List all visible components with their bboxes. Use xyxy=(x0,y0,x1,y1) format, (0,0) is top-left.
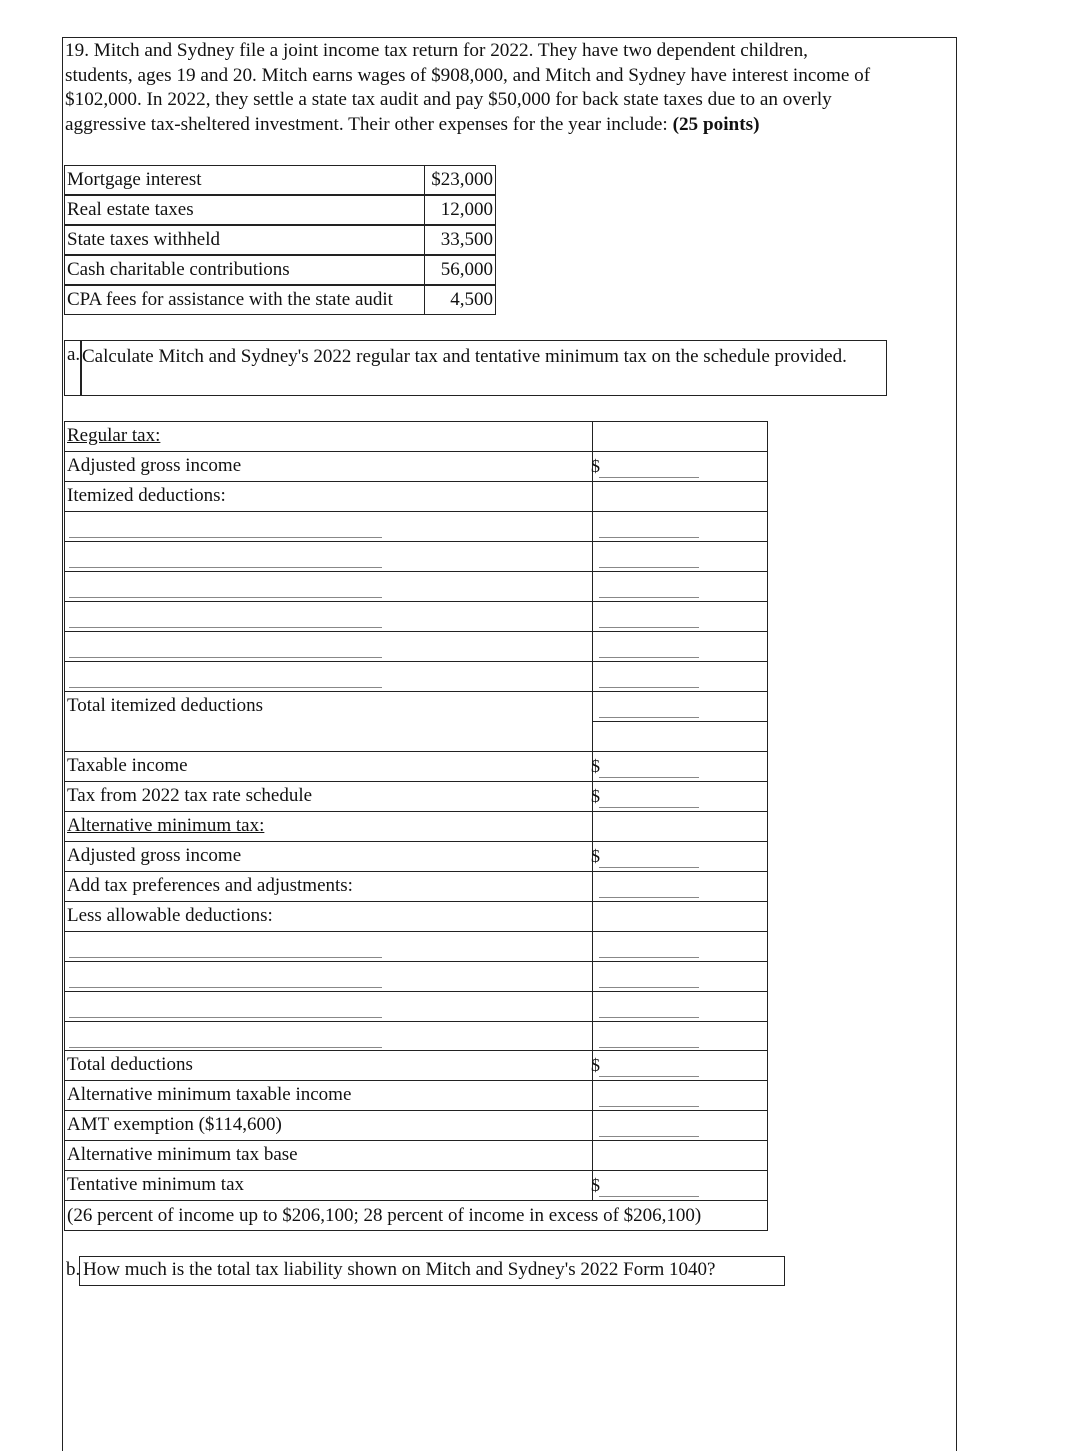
dollar-sign: $ xyxy=(591,1055,600,1075)
expense-label: State taxes withheld xyxy=(64,225,425,255)
schedule-label xyxy=(64,511,590,541)
answer-blank[interactable] xyxy=(69,1047,382,1048)
part-a-text: Calculate Mitch and Sydney's 2022 regular tax and tentative minimum tax on the schedule provided. xyxy=(82,346,847,367)
schedule-label: Alternative minimum tax: xyxy=(64,811,590,841)
schedule-label: Total deductions xyxy=(64,1050,590,1080)
problem-statement xyxy=(65,39,953,137)
answer-blank[interactable] xyxy=(599,477,699,478)
expense-amount: $23,000 xyxy=(425,165,496,195)
schedule-row xyxy=(64,691,768,721)
blank-row xyxy=(64,571,768,601)
answer-blank[interactable] xyxy=(599,957,699,958)
amount-cell xyxy=(592,1110,768,1140)
amount-cell xyxy=(592,721,768,751)
problem-line: $102,000. In 2022, they settle a state tax audit and pay $50,000 for back state taxes due to an overly xyxy=(65,89,832,110)
schedule-row xyxy=(64,751,768,781)
answer-blank[interactable] xyxy=(69,657,382,658)
answer-blank[interactable] xyxy=(69,687,382,688)
answer-blank[interactable] xyxy=(599,987,699,988)
schedule-label: Regular tax: xyxy=(64,421,590,451)
answer-blank[interactable] xyxy=(69,627,382,628)
schedule-label xyxy=(64,601,590,631)
blank-row xyxy=(64,961,768,991)
amount-cell xyxy=(592,631,768,661)
amount-cell xyxy=(592,541,768,571)
blank-row xyxy=(64,931,768,961)
amount-cell xyxy=(592,961,768,991)
dollar-sign: $ xyxy=(591,756,600,776)
answer-blank[interactable] xyxy=(599,1017,699,1018)
schedule-row xyxy=(64,871,768,901)
part-b-text: How much is the total tax liability shown on Mitch and Sydney's 2022 Form 1040? xyxy=(83,1259,716,1280)
schedule-label xyxy=(64,991,590,1021)
schedule-label xyxy=(64,961,590,991)
answer-blank[interactable] xyxy=(599,687,699,688)
schedule-label: Less allowable deductions: xyxy=(64,901,590,931)
amount-cell xyxy=(592,871,768,901)
amount-cell xyxy=(592,421,768,451)
amount-cell xyxy=(592,451,768,481)
problem-line: students, ages 19 and 20. Mitch earns wages of $908,000, and Mitch and Sydney have interest income of xyxy=(65,64,871,86)
problem-line: 19. Mitch and Sydney file a joint income tax return for 2022. They have two dependent children, xyxy=(65,40,808,61)
schedule-row xyxy=(64,841,768,871)
amount-cell xyxy=(592,931,768,961)
expense-label: Real estate taxes xyxy=(64,195,425,225)
expense-label: CPA fees for assistance with the state audit xyxy=(64,285,425,315)
answer-blank[interactable] xyxy=(599,627,699,628)
answer-blank[interactable] xyxy=(69,567,382,568)
answer-blank[interactable] xyxy=(69,987,382,988)
schedule-label xyxy=(64,571,590,601)
dollar-sign: $ xyxy=(591,1175,600,1195)
blank-row xyxy=(64,511,768,541)
answer-blank[interactable] xyxy=(69,957,382,958)
schedule-row xyxy=(64,721,768,751)
answer-blank[interactable] xyxy=(599,657,699,658)
schedule-row xyxy=(64,781,768,811)
blank-row xyxy=(64,1021,768,1051)
amount-cell xyxy=(592,901,768,931)
expense-label: Mortgage interest xyxy=(64,165,425,195)
schedule-label xyxy=(64,661,590,691)
answer-blank[interactable] xyxy=(599,1196,699,1197)
schedule-label: Adjusted gross income xyxy=(64,841,590,871)
dollar-sign: $ xyxy=(591,846,600,866)
blank-row xyxy=(64,541,768,571)
schedule-row xyxy=(64,481,768,511)
amount-cell xyxy=(592,1080,768,1110)
schedule-label: Alternative minimum taxable income xyxy=(64,1080,590,1110)
rate-note: (26 percent of income up to $206,100; 28 percent of income in excess of $206,100) xyxy=(64,1200,768,1231)
schedule-label: Tax from 2022 tax rate schedule xyxy=(64,781,590,811)
answer-blank[interactable] xyxy=(599,717,699,718)
part-a-question xyxy=(64,340,887,396)
schedule-label xyxy=(64,931,590,961)
amount-cell xyxy=(592,751,768,781)
answer-blank[interactable] xyxy=(599,1047,699,1048)
amount-cell xyxy=(592,991,768,1021)
answer-blank[interactable] xyxy=(69,1017,382,1018)
schedule-label: Adjusted gross income xyxy=(64,451,590,481)
amount-cell xyxy=(592,781,768,811)
answer-blank[interactable] xyxy=(69,597,382,598)
schedule-label: Itemized deductions: xyxy=(64,481,590,511)
blank-row xyxy=(64,991,768,1021)
answer-blank[interactable] xyxy=(599,777,699,778)
amount-cell xyxy=(592,1050,768,1080)
schedule-label xyxy=(64,631,590,661)
expense-amount: 12,000 xyxy=(425,195,496,225)
problem-line: aggressive tax-sheltered investment. Their other expenses for the year include: (25 points) xyxy=(65,113,760,135)
expense-amount: 4,500 xyxy=(425,285,496,315)
amount-cell xyxy=(592,1021,768,1051)
schedule-label: Tentative minimum tax xyxy=(64,1170,590,1200)
answer-blank[interactable] xyxy=(599,867,699,868)
schedule-label: Taxable income xyxy=(64,751,590,781)
expense-amount: 56,000 xyxy=(425,255,496,285)
schedule-row xyxy=(64,421,768,451)
amount-cell xyxy=(592,1140,768,1170)
schedule-row xyxy=(64,1140,768,1170)
amount-cell xyxy=(592,691,768,721)
dollar-sign: $ xyxy=(591,456,600,476)
amount-cell xyxy=(592,571,768,601)
schedule-label xyxy=(64,721,590,751)
dollar-sign: $ xyxy=(591,786,600,806)
answer-blank[interactable] xyxy=(599,1136,699,1137)
blank-row xyxy=(64,661,768,691)
schedule-label: AMT exemption ($114,600) xyxy=(64,1110,590,1140)
answer-blank[interactable] xyxy=(599,897,699,898)
schedule-row xyxy=(64,1170,768,1200)
part-b-question xyxy=(66,1256,785,1286)
expense-label: Cash charitable contributions xyxy=(64,255,425,285)
schedule-label: Alternative minimum tax base xyxy=(64,1140,590,1170)
amount-cell xyxy=(592,841,768,871)
part-a-letter: a. xyxy=(67,344,81,365)
answer-blank[interactable] xyxy=(599,1106,699,1107)
schedule-row xyxy=(64,451,768,481)
answer-blank[interactable] xyxy=(599,567,699,568)
answer-blank[interactable] xyxy=(599,537,699,538)
schedule-label xyxy=(64,541,590,571)
answer-blank[interactable] xyxy=(69,537,382,538)
part-b-letter: b. xyxy=(66,1259,81,1280)
schedule-label: Total itemized deductions xyxy=(64,691,590,721)
amount-cell xyxy=(592,661,768,691)
expense-amount: 33,500 xyxy=(425,225,496,255)
blank-row xyxy=(64,631,768,661)
points-label: (25 points) xyxy=(672,113,760,135)
schedule-row xyxy=(64,1080,768,1110)
schedule-row xyxy=(64,1050,768,1080)
schedule-row xyxy=(64,1110,768,1140)
blank-row xyxy=(64,601,768,631)
amount-cell xyxy=(592,1170,768,1200)
amount-cell xyxy=(592,811,768,841)
schedule-row xyxy=(64,811,768,841)
schedule-row xyxy=(64,901,768,931)
answer-blank[interactable] xyxy=(599,807,699,808)
amount-cell xyxy=(592,601,768,631)
answer-blank[interactable] xyxy=(599,1076,699,1077)
amount-cell xyxy=(592,481,768,511)
amount-cell xyxy=(592,511,768,541)
schedule-label: Add tax preferences and adjustments: xyxy=(64,871,590,901)
answer-blank[interactable] xyxy=(599,597,699,598)
schedule-label xyxy=(64,1021,590,1051)
